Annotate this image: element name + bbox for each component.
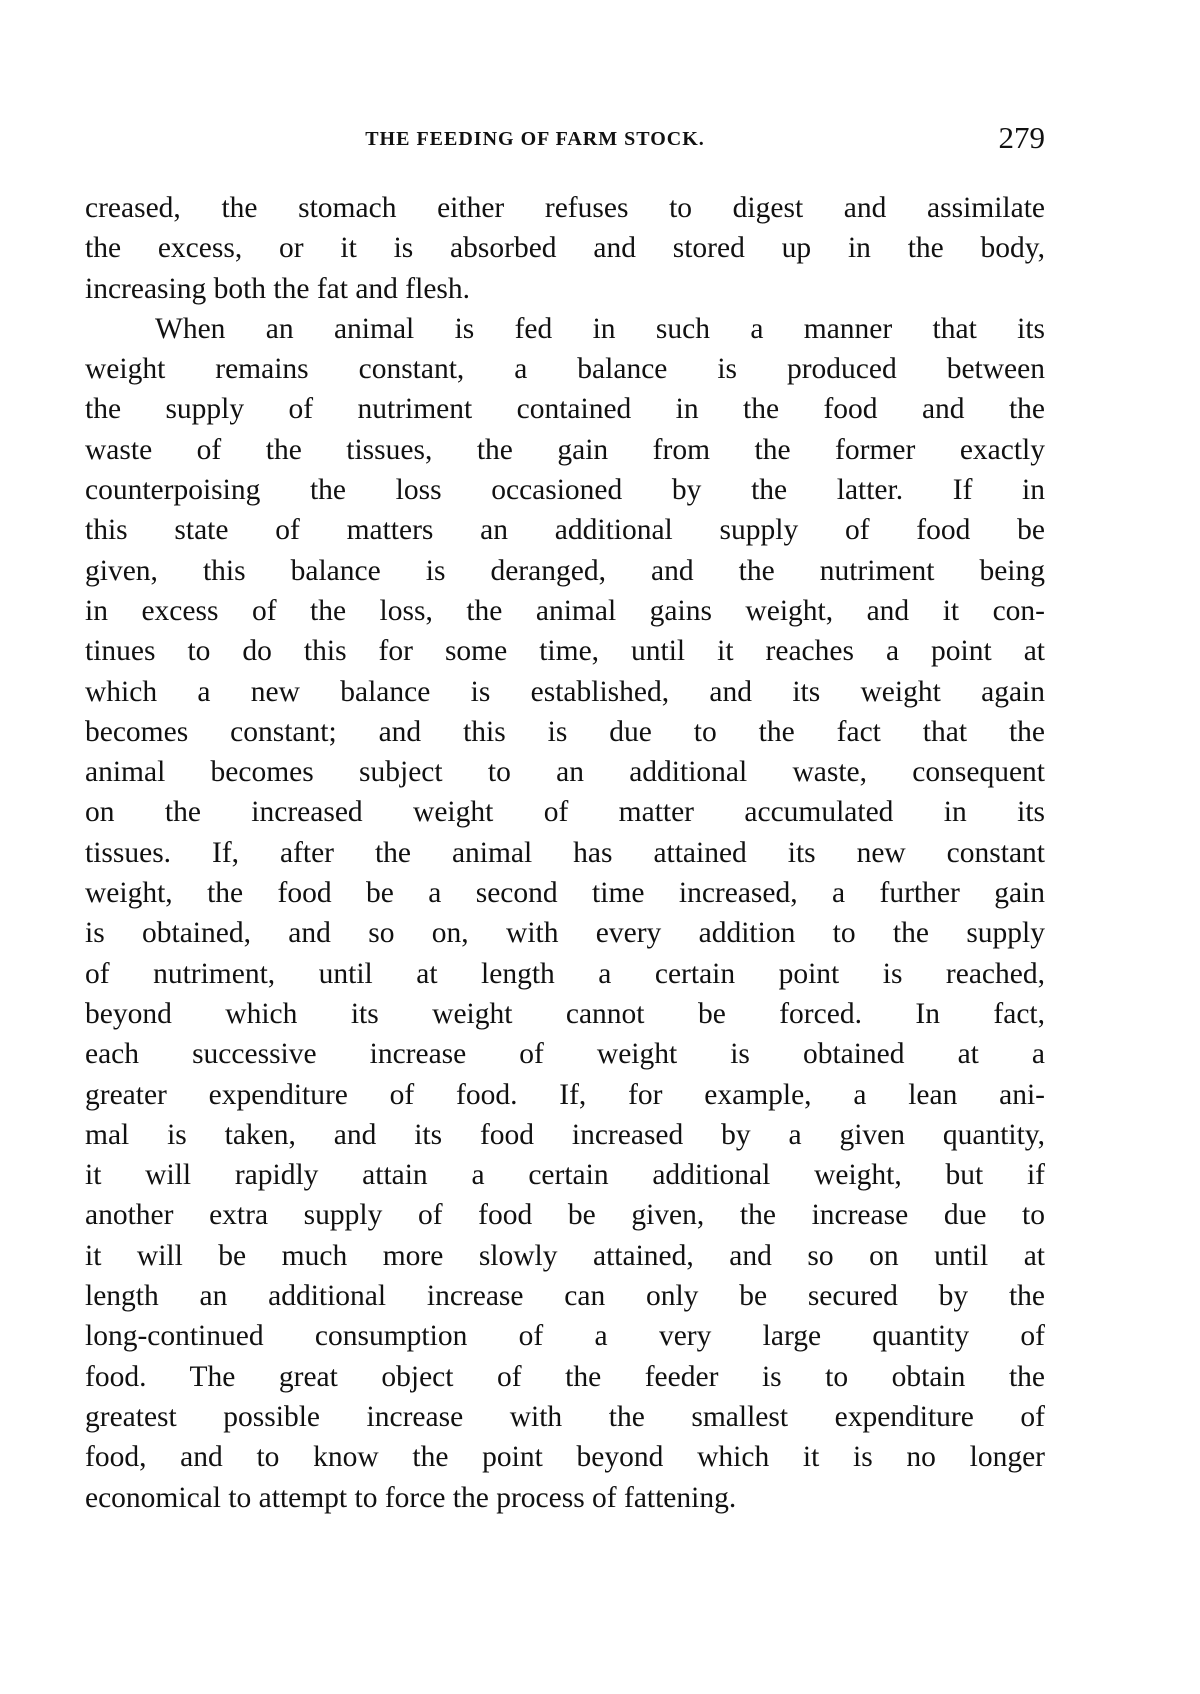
text-line: given, this balance is deranged, and the nutriment being (85, 554, 1045, 587)
text-line: greatest possible increase with the smallest expenditure of (85, 1400, 1045, 1433)
text-line: counterpoising the loss occasioned by the latter. If in (85, 474, 1045, 507)
text-line: beyond which its weight cannot be forced. In fact, (85, 997, 1045, 1030)
text-line: greater expenditure of food. If, for example, a lean ani- (85, 1078, 1045, 1111)
text-line: another extra supply of food be given, the increase due to (85, 1199, 1045, 1232)
text-line: it will rapidly attain a certain additional weight, but if (85, 1159, 1045, 1192)
text-line: long-continued consumption of a very large quantity of (85, 1320, 1045, 1353)
text-line: which a new balance is established, and its weight again (85, 675, 1045, 708)
text-line: food, and to know the point beyond which it is no longer (85, 1441, 1045, 1474)
text-line: creased, the stomach either refuses to digest and assimilate (85, 192, 1045, 224)
page-number: 279 (998, 120, 1045, 155)
text-line: this state of matters an additional supply of food be (85, 514, 1045, 547)
text-line: food. The great object of the feeder is to obtain the (85, 1360, 1045, 1393)
text-line: the excess, or it is absorbed and stored up in the body, (85, 232, 1045, 265)
text-line: weight, the food be a second time increased, a further gain (85, 877, 1045, 910)
text-line: mal is taken, and its food increased by a given quantity, (85, 1118, 1045, 1151)
text-line: each successive increase of weight is obtained at a (85, 1038, 1045, 1071)
text-line: animal becomes subject to an additional waste, consequent (85, 756, 1045, 789)
text-line: on the increased weight of matter accumulated in its (85, 796, 1045, 829)
page-header (85, 120, 1045, 160)
text-line: When an animal is fed in such a manner that its (155, 312, 1045, 345)
body-text (85, 188, 1045, 1518)
running-head: THE FEEDING OF FARM STOCK. (365, 128, 705, 150)
text-line: length an additional increase can only be secured by the (85, 1280, 1045, 1313)
text-line: increasing both the fat and flesh. (85, 272, 471, 305)
text-line: in excess of the loss, the animal gains weight, and it con- (85, 594, 1045, 627)
text-line: waste of the tissues, the gain from the former exactly (85, 433, 1045, 466)
text-line: tissues. If, after the animal has attained its new constant (85, 836, 1045, 869)
text-line: is obtained, and so on, with every addition to the supply (85, 917, 1045, 950)
text-line: of nutriment, until at length a certain point is reached, (85, 957, 1045, 990)
text-line: tinues to do this for some time, until it reaches a point at (85, 635, 1045, 668)
text-line: weight remains constant, a balance is produced between (85, 353, 1045, 386)
text-line: economical to attempt to force the process of fattening. (85, 1481, 737, 1514)
text-line: the supply of nutriment contained in the food and the (85, 393, 1045, 426)
text-line: becomes constant; and this is due to the fact that the (85, 715, 1045, 748)
text-line: it will be much more slowly attained, and so on until at (85, 1239, 1045, 1272)
